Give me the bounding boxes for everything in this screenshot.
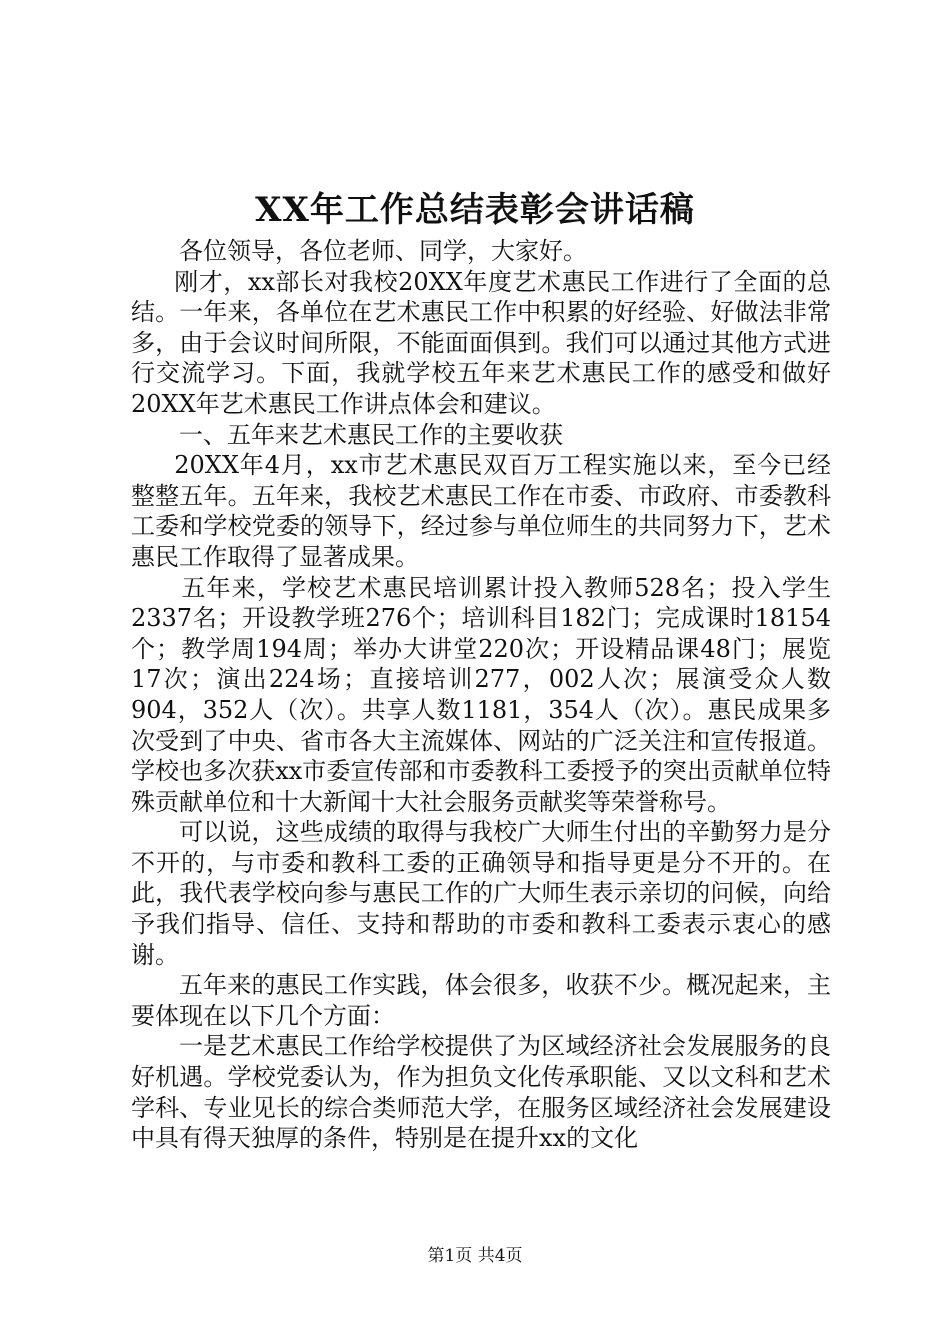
page-footer: 第1页 共4页 [427, 1246, 523, 1266]
paragraph-statistics: 五年来，学校艺术惠民培训累计投入教师528名；投入学生2337名；开设教学班276个；培训科目182门；完成课时18154个；教学周194周；举办大讲堂220次；开设精品课48门；展览17次；演出224场；直接培训277，002人次；展演受众人数904，352人（次）。共享人数1181，354人（次）。惠民成果多次受到了中央、省市各大主流媒体、网站的广泛关注和宣传报道。学校也多次获xx市委宣传部和市委教科工委授予的突出贡献单位特殊贡献单位和十大新闻十大社会服务贡献奖等荣誉称号。 [131, 573, 831, 816]
document-title: XX年工作总结表彰会讲话稿 [255, 190, 695, 230]
paragraph-background: 20XX年4月，xx市艺术惠民双百万工程实施以来，至今已经整整五年。五年来，我校艺术惠民工作在市委、市政府、市委教科工委和学校党委的领导下，经过参与单位师生的共同努力下，艺术惠民工作取得了显著成果。 [131, 451, 831, 571]
section-heading: 一、五年来艺术惠民工作的主要收获 [179, 420, 563, 449]
document-body [131, 236, 831, 1154]
paragraph-intro: 刚才，xx部长对我校20XX年度艺术惠民工作进行了全面的总结。一年来，各单位在艺术惠民工作中积累的好经验、好做法非常多，由于会议时间所限，不能面面俱到。我们可以通过其他方式进行交流学习。下面，我就学校五年来艺术惠民工作的感受和做好20XX年艺术惠民工作讲点体会和建议。 [131, 267, 831, 418]
paragraph-thanks: 可以说，这些成绩的取得与我校广大师生付出的辛勤努力是分不开的，与市委和教科工委的正确领导和指导更是分不开的。在此，我代表学校向参与惠民工作的广大师生表示亲切的问候，向给予我们指导、信任、支持和帮助的市委和教科工委表示衷心的感谢。 [131, 818, 831, 969]
paragraph-greeting: 各位领导，各位老师、同学，大家好。 [179, 237, 587, 265]
paragraph-summary: 五年来的惠民工作实践，体会很多，收获不少。概况起来，主要体现在以下几个方面： [131, 971, 831, 1030]
paragraph-point-one: 一是艺术惠民工作给学校提供了为区域经济社会发展服务的良好机遇。学校党委认为，作为担负文化传承职能、又以文科和艺术学科、专业见长的综合类师范大学，在服务区域经济社会发展建设中具有得天独厚的条件，特别是在提升xx的文化 [131, 1032, 831, 1153]
